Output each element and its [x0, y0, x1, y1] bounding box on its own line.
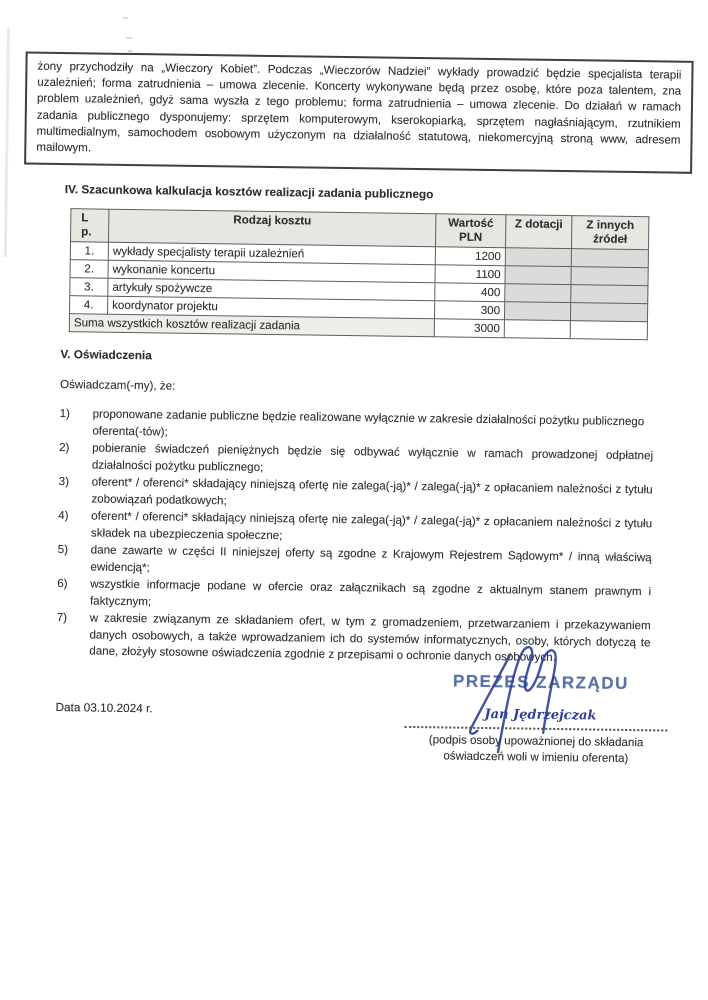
other-sources-cell [571, 285, 648, 304]
declaration-list [56, 406, 653, 668]
row-number: 3. [70, 278, 108, 297]
cost-kind: wykonanie koncertu [108, 260, 435, 283]
item-text: proponowane zadanie publiczne będzie realizowane wyłącznie w zakresie działalności pożytku publicznego oferenta(-tów); [92, 407, 645, 439]
col-header-other: Z innych źródeł [571, 216, 648, 250]
declaration-intro: Oświadczam(-my), że: [59, 378, 176, 393]
col-header-value: Wartość PLN [435, 214, 505, 248]
item-number: 6) [57, 577, 68, 591]
sum-value: 3000 [434, 319, 504, 338]
grant-cell [505, 248, 571, 267]
cost-kind: wykłady specjalisty terapii uzależnień [108, 242, 435, 265]
cost-value: 1200 [435, 247, 505, 266]
grant-cell [505, 266, 571, 285]
item-text: pobieranie świadczeń pieniężnych będzie się odbywać wyłącznie w ramach prowadzonej odpłatnej działalności pożytku publicznego; [91, 441, 654, 474]
item-number: 1) [59, 407, 71, 421]
other-sources-cell [570, 321, 647, 340]
grant-cell [505, 284, 571, 303]
scan-artifact [128, 50, 133, 52]
section-v-heading: V. Oświadczenia [60, 347, 152, 363]
section-iv-heading: IV. Szacunkowa kalkulacja kosztów realizacji zadania publicznego [64, 182, 434, 202]
scan-artifact [126, 37, 132, 39]
cost-kind: koordynator projektu [108, 296, 435, 319]
grant-cell [504, 320, 570, 339]
item-text: oferent* / oferenci* składający niniejszą ofertę nie zalega(-ją)* / zalega(-ją)* z opłacaniem należności z tytułu składek na ubezpieczenia społeczne; [90, 509, 653, 542]
cost-value: 1100 [435, 265, 505, 284]
item-text: wszystkie informacje podane w ofercie oraz załącznikach są zgodne z aktualnym stanem prawnym i faktycznym; [89, 577, 652, 609]
item-number: 3) [58, 475, 70, 489]
signature-caption-line2: oświadczeń woli w imieniu oferenta) [443, 749, 629, 765]
signature-section [0, 663, 700, 803]
item-number: 7) [56, 611, 68, 625]
row-number: 2. [70, 260, 108, 279]
col-header-lp: L p. [71, 209, 109, 243]
intro-paragraph-text: żony przychodziły na „Wieczory Kobiet”. Podczas „Wieczorów Nadziei” wykłady prowadzić będzie specjalista terapii uzależnień; forma zatrudnienia – umowa zlecenie. Koncerty wykonywane będą przez osobę, które poza talentem, zna problem uzależnień, gdyż sama wyszła z tego problemu; forma zatrudnienia – umowa zlecenie. Do działań w ramach zadania publicznego dysponujemy: sprzętem komputerowym, kserokopiarką, sprzętem nagłaśniającym, rzutnikiem multimedialnym, samochodem osobowym użyczonym na działalność statutową, niekomercyjną stroną www, adresem mailowym. [36, 59, 682, 155]
col-header-grant: Z dotacji [505, 215, 571, 249]
cost-value: 400 [435, 283, 505, 302]
date-label: Data 03.10.2024 r. [55, 699, 153, 716]
item-number: 2) [59, 441, 70, 455]
cost-value: 300 [434, 301, 504, 320]
signature-caption-line1: (podpis osoby upoważnionej do składania [428, 732, 644, 749]
grant-cell [504, 302, 570, 321]
intro-paragraph-box [24, 52, 694, 175]
item-number: 4) [58, 509, 69, 523]
item-text: oferent* / oferenci* składający niniejszą ofertę nie zalega(-ją)* / zalega(-ją)* z opłacaniem należności z tytułu zobowiązań podatkowych; [91, 475, 653, 508]
row-number: 4. [70, 296, 108, 315]
signature-name: Jan Jędrzejczak [484, 706, 597, 724]
other-sources-cell [571, 267, 648, 286]
scan-artifact [123, 17, 128, 19]
cost-calculation-table [69, 208, 650, 340]
row-number: 1. [70, 242, 108, 261]
col-header-kind: Rodzaj kosztu [109, 209, 436, 247]
scan-artifact [4, 27, 10, 257]
item-text: w zakresie związanym ze składaniem ofert, w tym z gromadzeniem, przetwarzaniem i przekazywaniem danych osobowych, a także wprowadzaniem ich do systemów informatycznych, osoby, których dotyczą te dane, złożyły stosowne oświadczenia zgodnie z przepisami o ochronie danych osobowych. [89, 611, 651, 665]
cost-kind: artykuły spożywcze [108, 278, 435, 301]
sum-label: Suma wszystkich kosztów realizacji zadania [69, 314, 434, 337]
president-stamp-text: PREZES ZARZĄDU [452, 671, 629, 693]
other-sources-cell [571, 249, 648, 268]
other-sources-cell [570, 303, 647, 322]
item-text: dane zawarte w części II niniejszej oferty są zgodne z Krajowym Rejestrem Sądowym* / inną właściwą ewidencją*; [90, 543, 652, 575]
item-number: 5) [57, 543, 69, 557]
signature-caption [389, 731, 683, 767]
